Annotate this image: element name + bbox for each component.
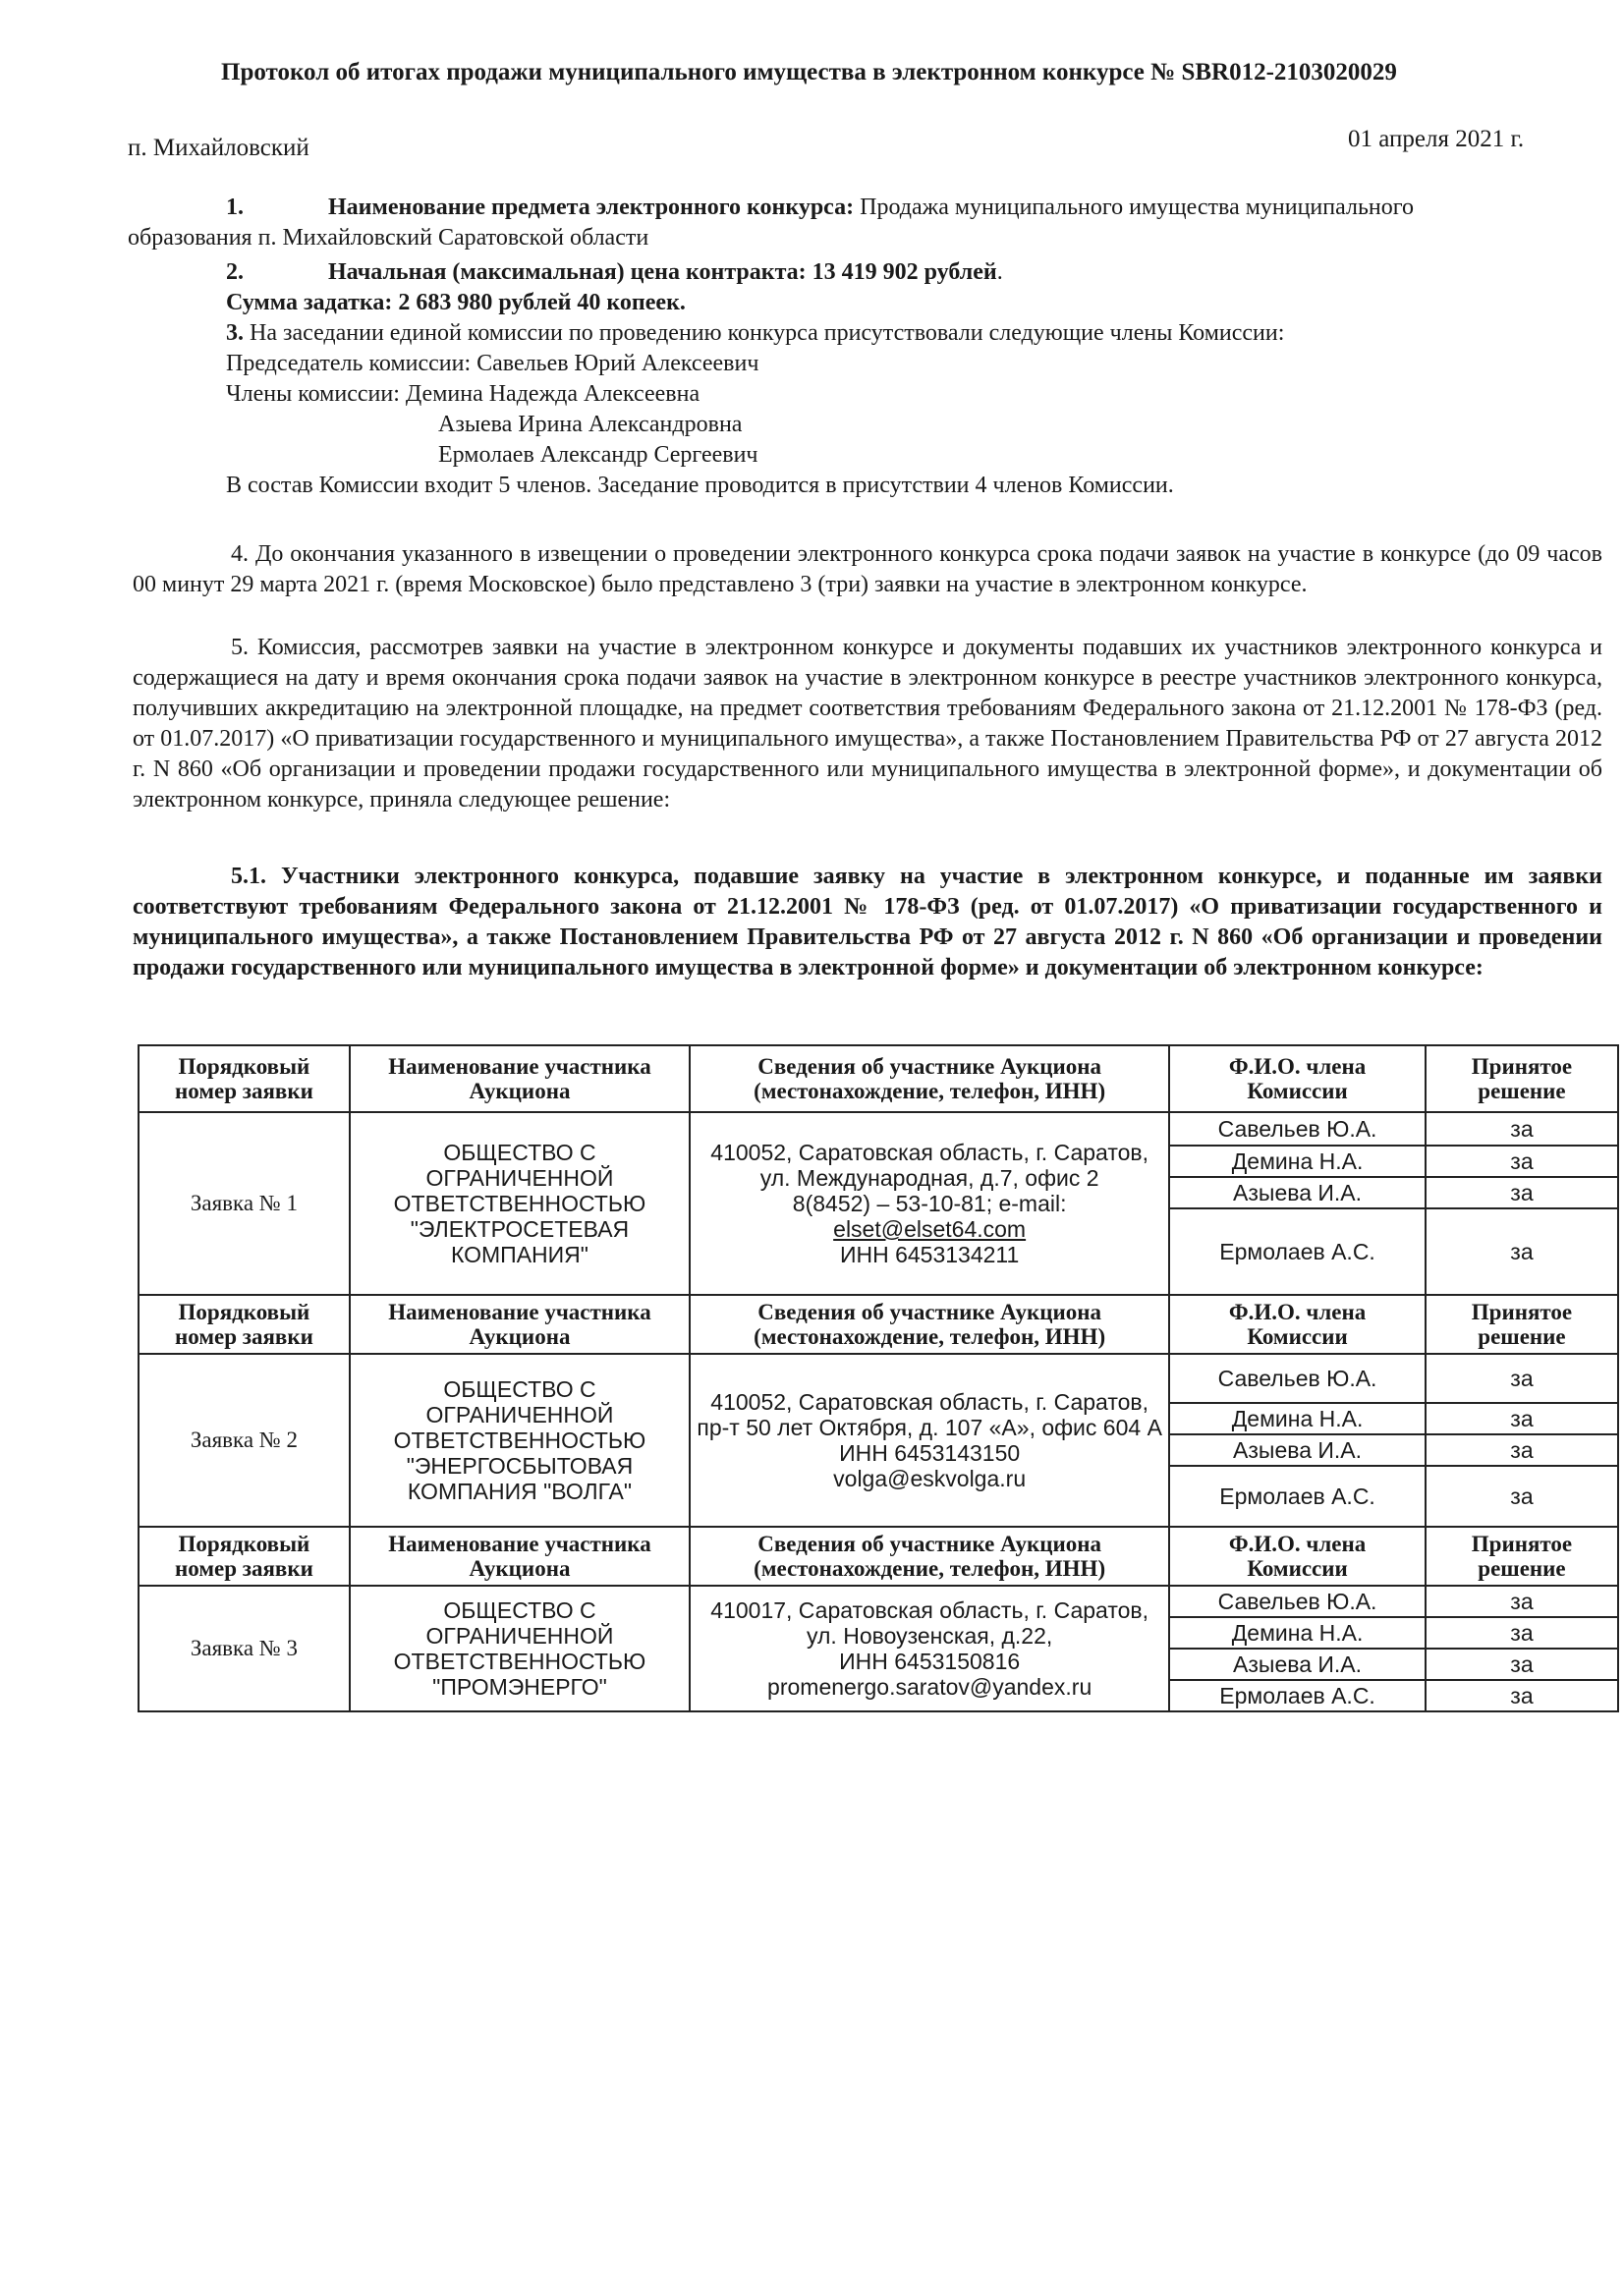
decision: за xyxy=(1426,1403,1618,1434)
document-date: 01 апреля 2021 г. xyxy=(1348,126,1525,152)
header-member-name: Ф.И.О. члена Комиссии xyxy=(1169,1045,1426,1112)
decision: за xyxy=(1426,1434,1618,1466)
participant-email: promenergo.saratov@yandex.ru xyxy=(767,1674,1092,1700)
member-name: Азыева И.А. xyxy=(1169,1434,1426,1466)
header-bid-number: Порядковый номер заявки xyxy=(139,1527,350,1586)
header-bid-number: Порядковый номер заявки xyxy=(139,1295,350,1354)
commission-chair: Председатель комиссии: Савельев Юрий Алексеевич xyxy=(226,351,759,376)
section-4: 4. До окончания указанного в извещении о проведении электронного конкурса срока подачи заявок на участие в конкурсе (до 09 часов 00 минут 29 марта 2021 г. (время Московское) было представлено 3 (три) заявки на участие в электронном конкурсе. xyxy=(133,541,1602,597)
participant-info: 410017, Саратовская область, г. Саратов, ул. Новоузенская, д.22, ИНН 6453150816 promenergo.saratov@yandex.ru xyxy=(690,1586,1169,1711)
header-bid-number: Порядковый номер заявки xyxy=(139,1045,350,1112)
bid-number: Заявка № 3 xyxy=(139,1586,350,1711)
section-3 xyxy=(226,318,1601,501)
table-row xyxy=(139,1354,1618,1403)
section-5: 5. Комиссия, рассмотрев заявки на участие в электронном конкурсе и документы подавших их участников электронного конкурса и содержащиеся на дату и время окончания срока подачи заявок на участие в электронном конкурсе в реестре участников электронного конкурса, получивших аккредитацию на электронной площадке, на предмет соответствия требованиям Федерального закона от 21.12.2001 № 178-ФЗ (ред. от 01.07.2017) «О приватизации государственного и муниципального имущества», а также Постановлением Правительства РФ от 27 августа 2012 г. N 860 «Об организации и проведении продажи государственного или муниципального имущества в электронной форме», и документации об электронном конкурсе, приняла следующее решение: xyxy=(133,635,1602,812)
table-header-row xyxy=(139,1045,1618,1112)
table-row xyxy=(139,1586,1618,1617)
bid-number: Заявка № 2 xyxy=(139,1354,350,1527)
table-header-row xyxy=(139,1527,1618,1586)
decision: за xyxy=(1426,1649,1618,1680)
section-2-price: Начальная (максимальная) цена контракта: 13 419 902 рублей xyxy=(328,259,997,285)
decision: за xyxy=(1426,1177,1618,1208)
commission-composition: В состав Комиссии входит 5 членов. Заседание проводится в присутствии 4 членов Комиссии. xyxy=(226,473,1174,498)
section-1 xyxy=(128,193,1606,253)
participant-info: 410052, Саратовская область, г. Саратов, ул. Международная, д.7, офис 2 8(8452) – 53-10-81; e-mail: elset@elset64.com ИНН 6453134211 xyxy=(690,1112,1169,1295)
participant-name: ОБЩЕСТВО С ОГРАНИЧЕННОЙ ОТВЕТСТВЕННОСТЬЮ "ЭНЕРГОСБЫТОВАЯ КОМПАНИЯ "ВОЛГА" xyxy=(350,1354,690,1527)
header-participant-info: Сведения об участнике Аукциона (местонахождение, телефон, ИНН) xyxy=(690,1045,1169,1112)
member-name: Савельев Ю.А. xyxy=(1169,1586,1426,1617)
member-name: Азыева И.А. xyxy=(1169,1649,1426,1680)
document-title: Протокол об итогах продажи муниципального имущества в электронном конкурсе № SBR012-2103020029 xyxy=(221,59,1397,85)
table-row xyxy=(139,1112,1618,1146)
member-name: Ермолаев А.С. xyxy=(1169,1208,1426,1295)
commission-member-3: Ермолаев Александр Сергеевич xyxy=(438,442,758,468)
participant-email: elset@elset64.com xyxy=(833,1216,1027,1242)
header-participant-name: Наименование участника Аукциона xyxy=(350,1045,690,1112)
decision: за xyxy=(1426,1466,1618,1527)
decision: за xyxy=(1426,1354,1618,1403)
section-1-number: 1. xyxy=(226,195,244,220)
table-header-row xyxy=(139,1295,1618,1354)
header-participant-info: Сведения об участнике Аукциона (местонахождение, телефон, ИНН) xyxy=(690,1527,1169,1586)
header-participant-name: Наименование участника Аукциона xyxy=(350,1527,690,1586)
header-decision: Принятое решение xyxy=(1426,1045,1618,1112)
document-place: п. Михайловский xyxy=(128,135,309,161)
member-name: Савельев Ю.А. xyxy=(1169,1112,1426,1146)
participant-name: ОБЩЕСТВО С ОГРАНИЧЕННОЙ ОТВЕТСТВЕННОСТЬЮ "ПРОМЭНЕРГО" xyxy=(350,1586,690,1711)
member-name: Савельев Ю.А. xyxy=(1169,1354,1426,1403)
decision: за xyxy=(1426,1146,1618,1177)
header-decision: Принятое решение xyxy=(1426,1295,1618,1354)
commission-members: Члены комиссии: Демина Надежда Алексеевна xyxy=(226,381,700,407)
header-participant-name: Наименование участника Аукциона xyxy=(350,1295,690,1354)
decision: за xyxy=(1426,1680,1618,1711)
section-1-text-continued: образования п. Михайловский Саратовской области xyxy=(128,225,649,251)
participant-email: volga@eskvolga.ru xyxy=(833,1466,1027,1491)
header-decision: Принятое решение xyxy=(1426,1527,1618,1586)
section-2-deposit: Сумма задатка: 2 683 980 рублей 40 копеек. xyxy=(226,290,686,315)
header-member-name: Ф.И.О. члена Комиссии xyxy=(1169,1527,1426,1586)
participant-name: ОБЩЕСТВО С ОГРАНИЧЕННОЙ ОТВЕТСТВЕННОСТЬЮ "ЭЛЕКТРОСЕТЕВАЯ КОМПАНИЯ" xyxy=(350,1112,690,1295)
bid-number: Заявка № 1 xyxy=(139,1112,350,1295)
section-2: 2. Начальная (максимальная) цена контракта: 13 419 902 рублей. Сумма задатка: 2 683 980 рублей 40 копеек. xyxy=(226,257,1601,318)
section-1-label: Наименование предмета электронного конкурса: xyxy=(328,195,855,220)
member-name: Демина Н.А. xyxy=(1169,1146,1426,1177)
participant-info: 410052, Саратовская область, г. Саратов, пр-т 50 лет Октября, д. 107 «А», офис 604 А ИНН 6453143150 volga@eskvolga.ru xyxy=(690,1354,1169,1527)
member-name: Ермолаев А.С. xyxy=(1169,1466,1426,1527)
bids-table xyxy=(138,1044,1619,1712)
decision: за xyxy=(1426,1617,1618,1649)
section-1-text: Продажа муниципального имущества муниципального xyxy=(860,195,1414,220)
member-name: Ермолаев А.С. xyxy=(1169,1680,1426,1711)
header-member-name: Ф.И.О. члена Комиссии xyxy=(1169,1295,1426,1354)
member-name: Азыева И.А. xyxy=(1169,1177,1426,1208)
decision: за xyxy=(1426,1208,1618,1295)
member-name: Демина Н.А. xyxy=(1169,1617,1426,1649)
decision: за xyxy=(1426,1112,1618,1146)
decision: за xyxy=(1426,1586,1618,1617)
member-name: Демина Н.А. xyxy=(1169,1403,1426,1434)
section-3-intro: На заседании единой комиссии по проведению конкурса присутствовали следующие члены Комиссии: xyxy=(250,320,1285,346)
section-2-number: 2. xyxy=(226,259,244,285)
section-5-1: 5.1. Участники электронного конкурса, подавшие заявку на участие в электронном конкурсе, и поданные им заявки соответствуют требованиям Федерального закона от 21.12.2001 № 178-ФЗ (ред. от 01.07.2017) «О приватизации государственного и муниципального имущества», а также Постановлением Правительства РФ от 27 августа 2012 г. N 860 «Об организации и проведении продажи государственного или муниципального имущества в электронной форме» и документации об электронном конкурсе: xyxy=(133,864,1602,980)
section-3-number: 3. xyxy=(226,320,244,346)
header-participant-info: Сведения об участнике Аукциона (местонахождение, телефон, ИНН) xyxy=(690,1295,1169,1354)
commission-member-2: Азыева Ирина Александровна xyxy=(438,412,743,437)
